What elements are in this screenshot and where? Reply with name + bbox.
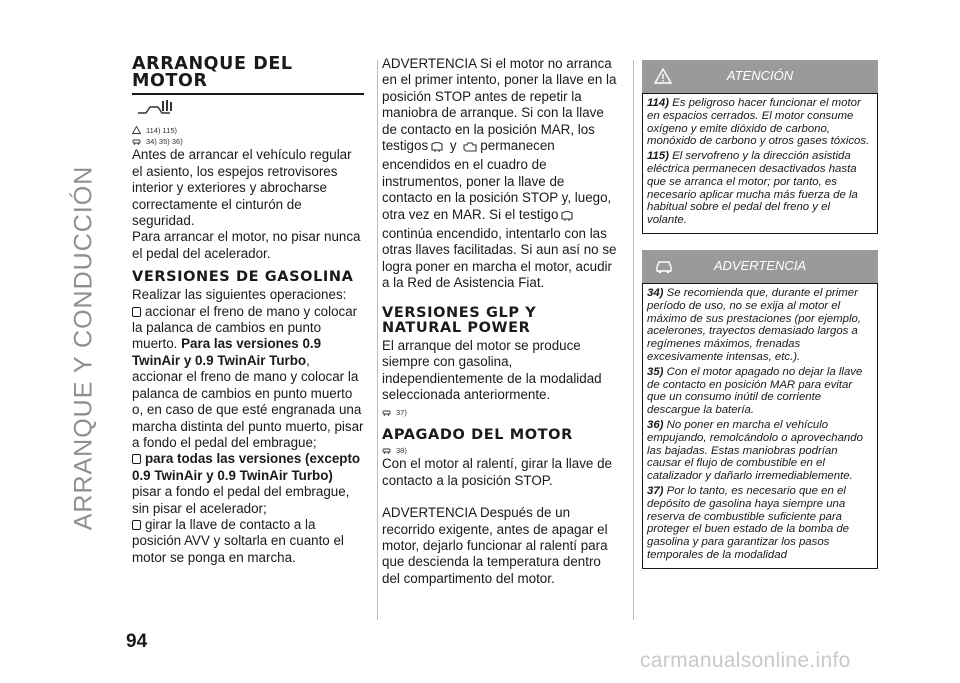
advertencia-header: ADVERTENCIA bbox=[642, 250, 878, 283]
warning-triangle-icon bbox=[654, 68, 672, 88]
attention-refs: 37) bbox=[382, 407, 618, 418]
bullet-item: accionar el freno de mano y colocar la palanca de cambios en punto muerto. Para las versiones 0.9 TwinAir y 0.9 TwinAir Turbo, accionar el freno de mano y colocar la palanca de cambios en punto muerto o, en caso de que esté engranada una marcha distinta del punto muerto, pisar a fondo el pedal del embrague; bbox=[132, 303, 364, 450]
bullet-box-icon bbox=[132, 307, 141, 317]
car-warning-icon bbox=[132, 137, 141, 145]
section-title-arranque: ARRANQUE DEL MOTOR bbox=[132, 54, 293, 91]
warning-triangle-icon bbox=[132, 126, 141, 134]
subsection-title-apagado: APAGADO DEL MOTOR bbox=[382, 427, 573, 444]
footer-watermark: carmanualsonline.info bbox=[640, 649, 851, 672]
engine-warning-icon bbox=[462, 141, 478, 157]
bullet-item: girar la llave de contacto a la posición AVV y soltarla en cuanto el motor se ponga en marcha. bbox=[132, 516, 344, 565]
paragraph: Para arrancar el motor, no pisar nunca el pedal del acelerador. bbox=[132, 229, 361, 261]
column-1 bbox=[132, 56, 364, 566]
bullet-box-icon bbox=[132, 520, 141, 530]
attention-refs: 34) 35) 36) bbox=[132, 136, 364, 147]
paragraph: El arranque del motor se produce siempre con gasolina, independientemente de la modalidad seleccionada anteriormente. bbox=[382, 337, 602, 402]
advertencia-box bbox=[642, 283, 878, 569]
paragraph: Realizar las siguientes operaciones: bbox=[132, 287, 347, 303]
atencion-header: ATENCIÓN bbox=[642, 60, 878, 93]
warning-item: 35) Con el motor apagado no dejar la llave de contacto en posición MAR para evitar que un consumo inútil de corriente descargue la batería. bbox=[647, 365, 863, 417]
subsection-title-glp: VERSIONES GLP Y NATURAL POWER bbox=[382, 304, 537, 336]
warning-item: 37) Por lo tanto, es necesario que en el depósito de gasolina haya siempre una reserva de combustible suficiente para proteger el buen estado de la bomba de gasolina y para garantizar los pasos temporales de la modalidad bbox=[647, 484, 850, 561]
paragraph: Con el motor al ralentí, girar la llave de contacto a la posición STOP. bbox=[382, 456, 612, 488]
car-warning-icon bbox=[382, 408, 391, 416]
paragraph: Antes de arrancar el vehículo regular el asiento, los espejos retrovisores interior y exteriores y abrocharse correctamente el cinturón de seguridad. bbox=[132, 147, 352, 229]
attention-refs: 38) bbox=[382, 445, 618, 456]
warning-item: 34) Se recomienda que, durante el primer período de uso, no se exija al motor el máximo de sus prestaciones (por ejemplo, acelerones, trayectos demasiado largos a regímenes máximos, frenadas excesivamente intensas, etc.). bbox=[647, 286, 861, 363]
car-warning-icon bbox=[654, 258, 674, 278]
engine-start-icon bbox=[136, 99, 364, 123]
warning-item: 36) No poner en marcha el vehículo empujando, remolcándolo o aprovechando las bajadas. Estas maniobras podrían causar el flujo de combustible en el catalizador y dañarlo irremediablemente. bbox=[647, 418, 863, 483]
warning-item: 115) El servofreno y la dirección asistida eléctrica permanecen desactivados hasta que se arranca el motor; por tanto, es necesario aplicar mucha más fuerza de la habitual sobre el pedal del freno y el volante. bbox=[647, 150, 858, 227]
warning-refs: 114) 115) bbox=[132, 125, 364, 136]
paragraph-advertencia: ADVERTENCIA Si el motor no arranca en el primer intento, poner la llave en la posición STOP antes de repetir la maniobra de arranque. Si con la llave de contacto en la posición MAR, los testigos y permanecen encendidos en el cuadro de instrumentos, poner la llave de contacto en la posición STOP y, luego, otra vez en MAR. Si el testigocontinúa encendido, intentarlo con las otras llaves facilitadas. Si aun así no se logra poner en marcha el motor, acudir a la Red de Asistencia Fiat. bbox=[382, 56, 617, 291]
column-2 bbox=[382, 56, 618, 587]
column-divider bbox=[377, 60, 378, 620]
bullet-item: para todas las versiones (excepto 0.9 TwinAir y 0.9 TwinAir Turbo) pisar a fondo el pedal del embrague, sin pisar el acelerador; bbox=[132, 451, 361, 516]
column-3 bbox=[642, 60, 878, 569]
page-number: 94 bbox=[126, 631, 148, 652]
title-rule bbox=[132, 93, 364, 95]
bullet-box-icon bbox=[132, 454, 141, 464]
paragraph-advertencia: ADVERTENCIA Después de un recorrido exigente, antes de apagar el motor, dejarlo funcionar al ralentí para que descienda la temperatura dentro del compartimento del motor. bbox=[382, 505, 608, 586]
glow-plug-icon bbox=[560, 210, 574, 226]
atencion-box bbox=[642, 93, 878, 234]
subsection-title-gasolina: VERSIONES DE GASOLINA bbox=[132, 269, 354, 286]
warning-item: 114) Es peligroso hacer funcionar el motor en espacios cerrados. El motor consume oxígeno y emite dióxido de carbono, monóxido de carbono y otros gases tóxicos. bbox=[647, 97, 870, 148]
column-divider bbox=[633, 60, 634, 620]
car-warning-icon bbox=[382, 446, 391, 454]
glow-plug-icon bbox=[430, 141, 444, 157]
